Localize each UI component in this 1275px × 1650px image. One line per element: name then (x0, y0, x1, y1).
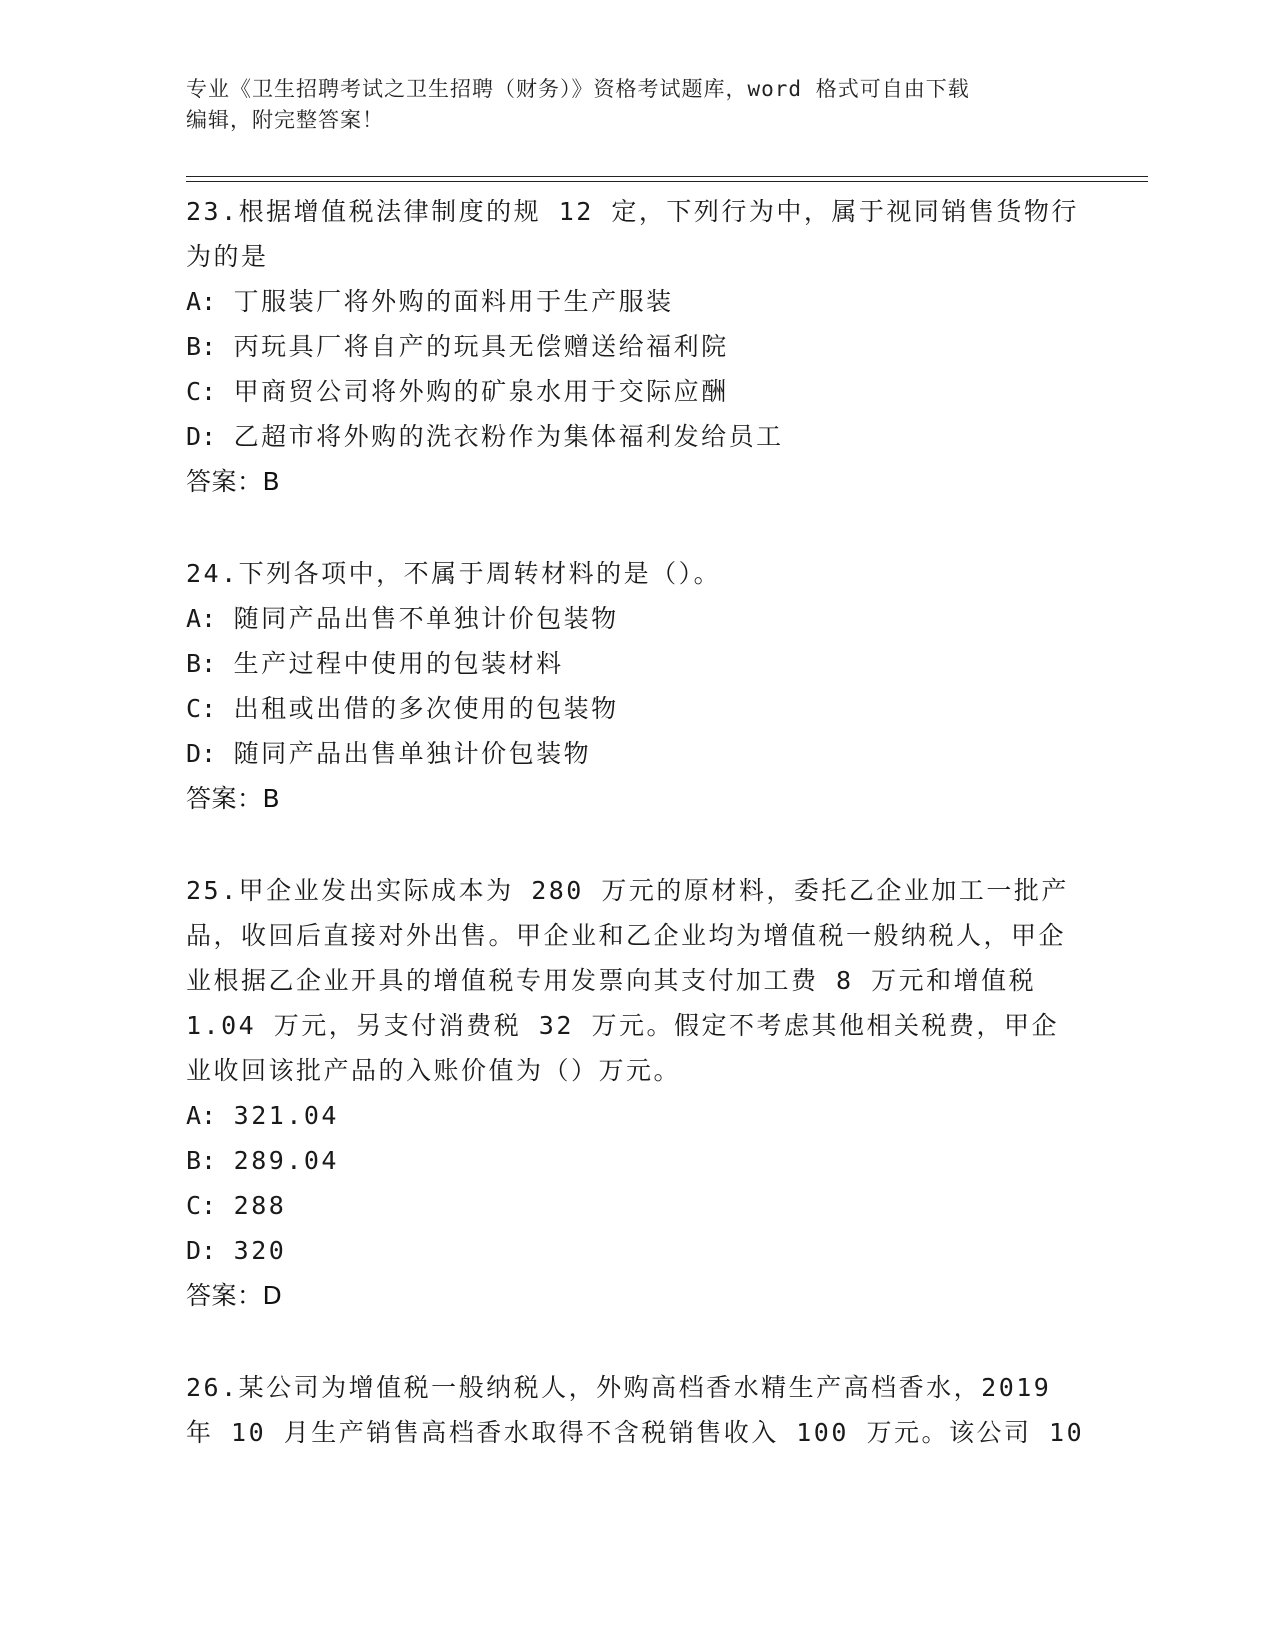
option-letter: B: (186, 332, 217, 361)
option-letter: A: (186, 604, 217, 633)
option-letter: D: (186, 1236, 217, 1265)
option-b (186, 641, 1086, 686)
option-c (186, 369, 1086, 414)
question-list (186, 189, 1086, 1502)
question-stem: 24.下列各项中，不属于周转材料的是（）。 (186, 559, 722, 588)
option-d (186, 414, 1086, 459)
answer-line: 答案：D (186, 1281, 283, 1310)
option-d (186, 731, 1086, 776)
option-text: 丙玩具厂将自产的玩具无偿赠送给福利院 (233, 332, 729, 361)
question-stem: 23.根据增值税法律制度的规 12 定，下列行为中，属于视同销售货物行为的是 (186, 197, 1079, 271)
option-b (186, 324, 1086, 369)
answer-line: 答案：B (186, 467, 281, 496)
option-text: 320 (233, 1236, 287, 1265)
option-letter: C: (186, 377, 217, 406)
question-26 (186, 1365, 1086, 1455)
option-d (186, 1228, 1086, 1273)
option-letter: A: (186, 1101, 217, 1130)
option-text: 随同产品出售不单独计价包装物 (233, 604, 619, 633)
option-text: 生产过程中使用的包装材料 (233, 649, 564, 678)
header-line-2: 编辑，附完整答案！ (186, 108, 384, 132)
option-letter: B: (186, 1146, 217, 1175)
option-letter: B: (186, 649, 217, 678)
option-text: 随同产品出售单独计价包装物 (233, 739, 592, 768)
option-text: 乙超市将外购的洗衣粉作为集体福利发给员工 (233, 422, 784, 451)
option-a (186, 596, 1086, 641)
option-text: 289.04 (233, 1146, 339, 1175)
option-text: 出租或出借的多次使用的包装物 (233, 694, 619, 723)
answer-line: 答案：B (186, 784, 281, 813)
header-divider-top (186, 176, 1148, 177)
option-letter: D: (186, 422, 217, 451)
question-23 (186, 189, 1086, 504)
question-stem: 25.甲企业发出实际成本为 280 万元的原材料，委托乙企业加工一批产品，收回后直接对外出售。甲企业和乙企业均为增值税一般纳税人，甲企业根据乙企业开具的增值税专用发票向其支付加工费 8 万元和增值税 1.04 万元，另支付消费税 32 万元。假定不考虑其他相关税费，甲企业收回该批产品的入账价值为（）万元。 (186, 876, 1069, 1085)
question-24 (186, 551, 1086, 821)
header-divider-bottom (186, 181, 1148, 182)
option-a (186, 1093, 1086, 1138)
option-c (186, 686, 1086, 731)
option-b (186, 1138, 1086, 1183)
option-text: 288 (233, 1191, 287, 1220)
header-line-1: 专业《卫生招聘考试之卫生招聘（财务）》资格考试题库，word 格式可自由下载 (186, 77, 970, 101)
document-header (186, 74, 1066, 136)
option-letter: A: (186, 287, 217, 316)
option-text: 321.04 (233, 1101, 339, 1130)
question-25 (186, 868, 1086, 1318)
question-stem: 26.某公司为增值税一般纳税人，外购高档香水精生产高档香水，2019 年 10 月生产销售高档香水取得不含税销售收入 100 万元。该公司 10 (186, 1373, 1085, 1447)
option-letter: C: (186, 1191, 217, 1220)
option-text: 丁服装厂将外购的面料用于生产服装 (233, 287, 674, 316)
option-letter: C: (186, 694, 217, 723)
option-text: 甲商贸公司将外购的矿泉水用于交际应酬 (233, 377, 729, 406)
option-letter: D: (186, 739, 217, 768)
option-c (186, 1183, 1086, 1228)
option-a (186, 279, 1086, 324)
